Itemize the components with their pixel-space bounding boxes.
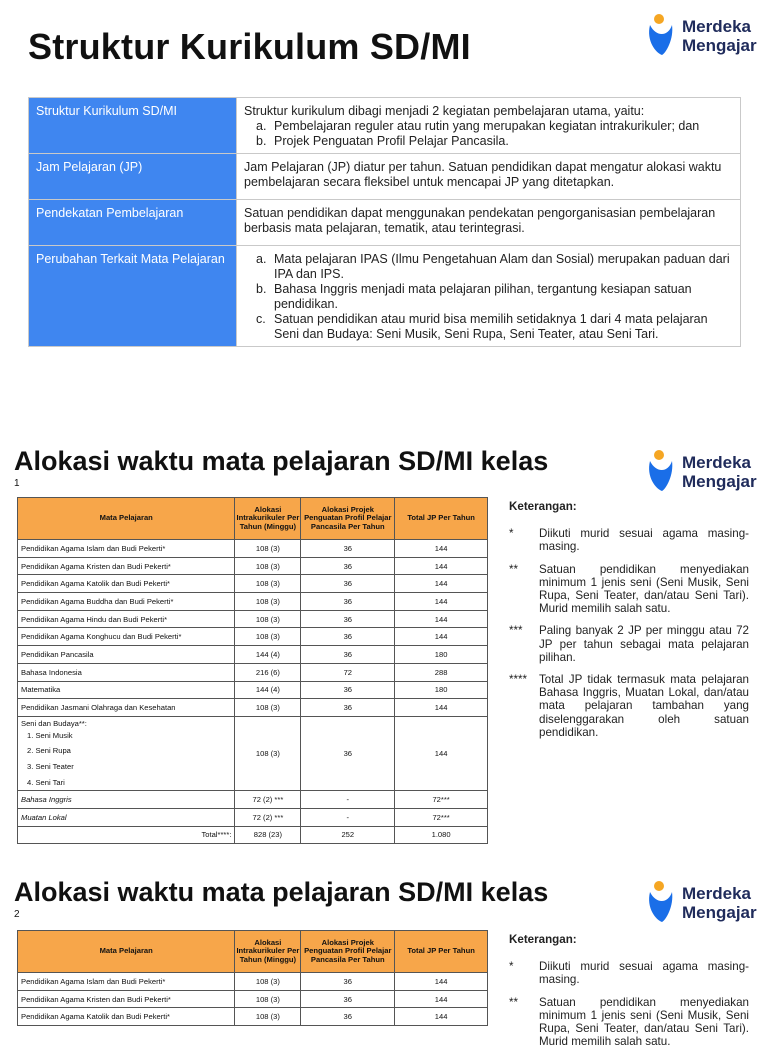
intrakurikuler-cell: 108 (3) xyxy=(235,990,301,1008)
projek-cell: 36 xyxy=(301,1008,395,1026)
intrakurikuler-cell: 108 (3) xyxy=(235,716,301,790)
intrakurikuler-cell: 108 (3) xyxy=(235,557,301,575)
subject-cell: Pendidikan Agama Kristen dan Budi Pekerti* xyxy=(18,557,235,575)
merdeka-logo-icon xyxy=(644,449,680,493)
projek-cell: - xyxy=(301,808,395,826)
column-header: Alokasi Projek Penguatan Profil Pelajar Pancasila Per Tahun xyxy=(301,498,395,540)
page-title: Struktur Kurikulum SD/MI xyxy=(28,26,471,67)
section-title-kelas-1: Alokasi waktu mata pelajaran SD/MI kelas xyxy=(14,446,549,476)
keterangan-note: * Diikuti murid sesuai agama masing-masing. xyxy=(509,527,749,554)
list-item: a. Mata pelajaran IPAS (Ilmu Pengetahuan Alam dan Sosial) merupakan paduan dari IPA dan IPS. xyxy=(256,252,730,281)
table-row xyxy=(18,575,488,593)
total-cell: 180 xyxy=(395,646,488,664)
total-cell: 72*** xyxy=(395,791,488,809)
intrakurikuler-cell: 108 (3) xyxy=(235,973,301,991)
column-header: Alokasi Intrakurikuler Per Tahun (Minggu) xyxy=(235,498,301,540)
kelas-number: 1 xyxy=(14,478,20,489)
keterangan-panel xyxy=(509,933,749,1057)
subject-cell: Matematika xyxy=(18,681,235,699)
intrakurikuler-cell: 108 (3) xyxy=(235,628,301,646)
column-header: Alokasi Intrakurikuler Per Tahun (Minggu) xyxy=(235,931,301,973)
table-row xyxy=(18,699,488,717)
row-text: Struktur kurikulum dibagi menjadi 2 kegiatan pembelajaran utama, yaitu: xyxy=(244,104,645,118)
intrakurikuler-cell: 144 (4) xyxy=(235,681,301,699)
projek-cell: 36 xyxy=(301,699,395,717)
subject-cell: Pendidikan Agama Konghucu dan Budi Pekerti* xyxy=(18,628,235,646)
table-row xyxy=(18,681,488,699)
subject-cell: Pendidikan Jasmani Olahraga dan Kesehatan xyxy=(18,699,235,717)
total-cell: 144 xyxy=(395,716,488,790)
total-cell: 144 xyxy=(395,610,488,628)
column-header: Total JP Per Tahun xyxy=(395,931,488,973)
merdeka-mengajar-logo xyxy=(644,880,764,928)
subject-cell xyxy=(18,716,235,790)
struktur-table xyxy=(28,97,741,347)
logo-line-1: Merdeka xyxy=(682,17,751,36)
total-cell: 180 xyxy=(395,681,488,699)
subject-cell: Bahasa Inggris xyxy=(18,791,235,809)
table-row xyxy=(18,646,488,664)
seni-item: 1. Seni Musik xyxy=(27,730,73,740)
intrakurikuler-cell: 108 (3) xyxy=(235,699,301,717)
logo-line-1: Merdeka xyxy=(682,453,751,472)
total-cell: 288 xyxy=(395,663,488,681)
total-cell: 144 xyxy=(395,593,488,611)
column-header: Total JP Per Tahun xyxy=(395,498,488,540)
projek-cell: 36 xyxy=(301,990,395,1008)
projek-cell: 36 xyxy=(301,681,395,699)
column-header: Alokasi Projek Penguatan Profil Pelajar Pancasila Per Tahun xyxy=(301,931,395,973)
section-title-kelas-2: Alokasi waktu mata pelajaran SD/MI kelas xyxy=(14,877,549,907)
projek-cell: 252 xyxy=(301,826,395,844)
row-list xyxy=(256,119,733,149)
projek-cell: 36 xyxy=(301,540,395,558)
column-header: Mata Pelajaran xyxy=(18,498,235,540)
total-cell: 144 xyxy=(395,973,488,991)
alokasi-table-kelas-1 xyxy=(17,497,488,844)
total-cell: 144 xyxy=(395,990,488,1008)
keterangan-panel xyxy=(509,500,749,748)
table-row xyxy=(18,826,488,844)
row-label: Pendekatan Pembelajaran xyxy=(29,200,237,246)
seni-label: Seni dan Budaya**: xyxy=(21,718,87,728)
total-cell: 1.080 xyxy=(395,826,488,844)
projek-cell: 36 xyxy=(301,575,395,593)
merdeka-logo-icon xyxy=(644,880,680,924)
row-list xyxy=(256,252,733,342)
projek-cell: 36 xyxy=(301,973,395,991)
projek-cell: 36 xyxy=(301,716,395,790)
column-header: Mata Pelajaran xyxy=(18,931,235,973)
table-header-row xyxy=(18,498,488,540)
total-cell: 144 xyxy=(395,557,488,575)
table-row xyxy=(18,990,488,1008)
table-row xyxy=(18,808,488,826)
intrakurikuler-cell: 72 (2) *** xyxy=(235,808,301,826)
row-content xyxy=(237,98,741,154)
table-row xyxy=(18,791,488,809)
subject-cell: Bahasa Indonesia xyxy=(18,663,235,681)
subject-cell: Pendidikan Agama Katolik dan Budi Pekerti* xyxy=(18,575,235,593)
table-row xyxy=(18,593,488,611)
intrakurikuler-cell: 108 (3) xyxy=(235,593,301,611)
intrakurikuler-cell: 828 (23) xyxy=(235,826,301,844)
total-cell: 144 xyxy=(395,628,488,646)
list-item: b. Bahasa Inggris menjadi mata pelajaran pilihan, tergantung kesiapan satuan pendidikan. xyxy=(256,282,692,311)
struktur-row xyxy=(29,154,741,200)
projek-cell: 36 xyxy=(301,628,395,646)
subject-cell: Pendidikan Agama Buddha dan Budi Pekerti* xyxy=(18,593,235,611)
struktur-row xyxy=(29,200,741,246)
seni-list xyxy=(21,728,231,790)
subject-cell: Pendidikan Pancasila xyxy=(18,646,235,664)
row-label: Jam Pelajaran (JP) xyxy=(29,154,237,200)
kelas-number: 2 xyxy=(14,909,20,920)
list-item: a. Pembelajaran reguler atau rutin yang merupakan kegiatan intrakurikuler; dan xyxy=(256,119,700,133)
intrakurikuler-cell: 144 (4) xyxy=(235,646,301,664)
projek-cell: 36 xyxy=(301,646,395,664)
total-cell: 144 xyxy=(395,699,488,717)
row-content xyxy=(237,246,741,347)
total-cell: 144 xyxy=(395,575,488,593)
intrakurikuler-cell: 108 (3) xyxy=(235,610,301,628)
projek-cell: 36 xyxy=(301,557,395,575)
projek-cell: 72 xyxy=(301,663,395,681)
struktur-row xyxy=(29,98,741,154)
seni-item: 3. Seni Teater xyxy=(27,762,74,772)
alokasi-table-kelas-2 xyxy=(17,930,488,1026)
logo-line-2: Mengajar xyxy=(682,472,757,491)
row-text: Jam Pelajaran (JP) diatur per tahun. Satuan pendidikan dapat mengatur alokasi waktu pembelajaran secara fleksibel untuk mencapai JP yang ditetapkan. xyxy=(237,154,741,200)
table-header-row xyxy=(18,931,488,973)
table-row xyxy=(18,540,488,558)
subject-cell: Total****: xyxy=(18,826,235,844)
table-row xyxy=(18,973,488,991)
merdeka-logo-icon xyxy=(644,13,680,57)
keterangan-note: ** Satuan pendidikan menyediakan minimum 1 jenis seni (Seni Musik, Seni Rupa, Seni Teater, dan/atau Seni Tari). Murid memilih salah satu. xyxy=(509,995,749,1049)
list-item: b. Projek Penguatan Profil Pelajar Pancasila. xyxy=(256,134,509,148)
subject-cell: Pendidikan Agama Katolik dan Budi Pekerti* xyxy=(18,1008,235,1026)
logo-line-1: Merdeka xyxy=(682,884,751,903)
table-row xyxy=(18,1008,488,1026)
total-cell: 144 xyxy=(395,1008,488,1026)
list-item: c. Satuan pendidikan atau murid bisa memilih setidaknya 1 dari 4 mata pelajaran Seni dan Budaya: Seni Musik, Seni Rupa, Seni Teater, atau Seni Tari. xyxy=(256,312,708,341)
projek-cell: 36 xyxy=(301,593,395,611)
seni-item: 4. Seni Tari xyxy=(27,777,65,787)
merdeka-mengajar-logo xyxy=(644,449,764,497)
subject-cell: Pendidikan Agama Kristen dan Budi Pekerti* xyxy=(18,990,235,1008)
logo-line-2: Mengajar xyxy=(682,36,757,55)
projek-cell: 36 xyxy=(301,610,395,628)
intrakurikuler-cell: 108 (3) xyxy=(235,540,301,558)
subject-cell: Pendidikan Agama Islam dan Budi Pekerti* xyxy=(18,540,235,558)
keterangan-note: * Diikuti murid sesuai agama masing-masing. xyxy=(509,960,749,987)
table-row xyxy=(18,557,488,575)
intrakurikuler-cell: 72 (2) *** xyxy=(235,791,301,809)
subject-cell: Pendidikan Agama Islam dan Budi Pekerti* xyxy=(18,973,235,991)
keterangan-note: *** Paling banyak 2 JP per minggu atau 72 JP per tahun sebagai mata pelajaran pilihan. xyxy=(509,624,749,664)
merdeka-mengajar-logo xyxy=(644,13,764,61)
table-row-seni xyxy=(18,716,488,790)
struktur-row xyxy=(29,246,741,347)
row-label: Struktur Kurikulum SD/MI xyxy=(29,98,237,154)
keterangan-title: Keterangan: xyxy=(509,500,577,513)
seni-item: 2. Seni Rupa xyxy=(27,746,71,756)
intrakurikuler-cell: 216 (6) xyxy=(235,663,301,681)
keterangan-note: **** Total JP tidak termasuk mata pelajaran Bahasa Inggris, Muatan Lokal, dan/atau mata pelajaran tambahan yang diselenggarakan oleh satuan pendidikan. xyxy=(509,673,749,739)
row-text: Satuan pendidikan dapat menggunakan pendekatan pengorganisasian pembelajaran berbasis mata pelajaran, tematik, atau terintegrasi. xyxy=(237,200,741,246)
logo-line-2: Mengajar xyxy=(682,903,757,922)
intrakurikuler-cell: 108 (3) xyxy=(235,575,301,593)
table-row xyxy=(18,663,488,681)
row-label: Perubahan Terkait Mata Pelajaran xyxy=(29,246,237,347)
keterangan-note: ** Satuan pendidikan menyediakan minimum 1 jenis seni (Seni Musik, Seni Rupa, Seni Teater, dan/atau Seni Tari). Murid memilih salah satu. xyxy=(509,562,749,616)
subject-cell: Pendidikan Agama Hindu dan Budi Pekerti* xyxy=(18,610,235,628)
table-row xyxy=(18,628,488,646)
projek-cell: - xyxy=(301,791,395,809)
keterangan-title: Keterangan: xyxy=(509,933,577,946)
intrakurikuler-cell: 108 (3) xyxy=(235,1008,301,1026)
total-cell: 72*** xyxy=(395,808,488,826)
total-cell: 144 xyxy=(395,540,488,558)
table-row xyxy=(18,610,488,628)
subject-cell: Muatan Lokal xyxy=(18,808,235,826)
